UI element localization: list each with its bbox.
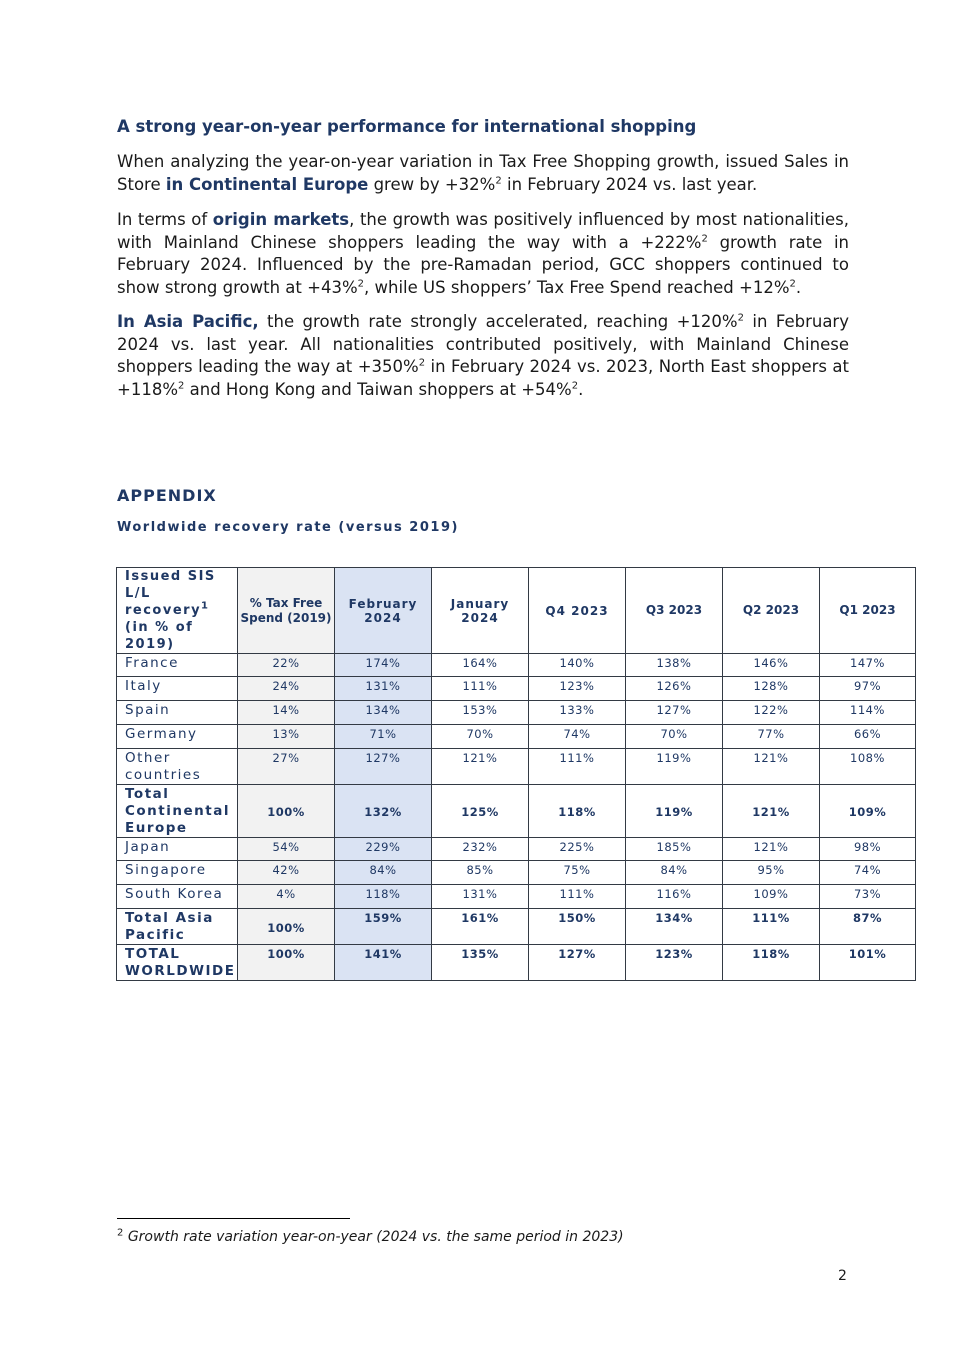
cell-q2: 121% <box>723 749 820 785</box>
cell-pct: 27% <box>238 749 335 785</box>
cell-q3: 116% <box>626 885 723 909</box>
cell-feb: 71% <box>335 725 432 749</box>
paragraph-asia-pacific <box>117 311 849 401</box>
table-header-row <box>117 568 916 654</box>
cell-feb: 141% <box>335 945 432 981</box>
row-label: Italy <box>117 677 238 701</box>
cell-jan: 121% <box>432 749 529 785</box>
cell-q4: 111% <box>529 885 626 909</box>
header-jan-2024: January 2024 <box>432 568 529 654</box>
cell-q3: 70% <box>626 725 723 749</box>
row-label: Total Asia Pacific <box>117 909 238 945</box>
p1-highlight: in Continental Europe <box>165 174 369 194</box>
cell-q4: 75% <box>529 861 626 885</box>
header-label-tail: (in % of 2019) <box>125 620 194 652</box>
cell-q3: 134% <box>626 909 723 945</box>
cell-q1: 98% <box>820 838 916 861</box>
cell-q1: 73% <box>820 885 916 909</box>
table-row <box>117 677 916 701</box>
p2-text-d: growth rate in February 2024. Influenced by the pre-Ramadan period, GCC shoppers continued to show strong growth at +43% <box>117 232 849 297</box>
cell-q4: 225% <box>529 838 626 861</box>
cell-pct: 13% <box>238 725 335 749</box>
header-feb-2024: February 2024 <box>335 568 432 654</box>
cell-jan: 164% <box>432 654 529 677</box>
cell-jan: 161% <box>432 909 529 945</box>
cell-q3: 123% <box>626 945 723 981</box>
cell-q2: 109% <box>723 885 820 909</box>
p2-text-c: , the growth was positively influenced by most nationalities, with Mainland Chinese shoppers leading the way with a +222% <box>117 210 849 252</box>
p3-text-e: in February 2024 vs. 2023, North East shoppers at +118% <box>117 357 849 399</box>
row-label: France <box>117 654 238 677</box>
cell-q2: 121% <box>723 785 820 838</box>
cell-q4: 111% <box>529 749 626 785</box>
row-label: Japan <box>117 838 238 861</box>
row-label: Germany <box>117 725 238 749</box>
table-row <box>117 885 916 909</box>
cell-jan: 153% <box>432 701 529 725</box>
cell-jan: 135% <box>432 945 529 981</box>
p2-text-e: , while US shoppers’ Tax Free Spend reached +12% <box>364 277 790 297</box>
p3-text-g: . <box>578 379 584 399</box>
table-subtitle: Worldwide recovery rate (versus 2019) <box>117 520 459 535</box>
cell-q4: 74% <box>529 725 626 749</box>
row-label: Spain <box>117 701 238 725</box>
row-label: South Korea <box>117 885 238 909</box>
cell-q1: 97% <box>820 677 916 701</box>
cell-q2: 111% <box>723 909 820 945</box>
cell-q1: 108% <box>820 749 916 785</box>
footnote-ref: 1 <box>201 600 210 612</box>
appendix-title: APPENDIX <box>117 486 217 505</box>
cell-q2: 118% <box>723 945 820 981</box>
footnote-ref: 2 <box>495 175 502 186</box>
table-row <box>117 749 916 785</box>
footnote-ref: 2 <box>737 312 744 324</box>
cell-q1: 74% <box>820 861 916 885</box>
cell-q2: 146% <box>723 654 820 677</box>
cell-pct: 100% <box>238 909 335 945</box>
cell-q1: 109% <box>820 785 916 838</box>
table-row-total <box>117 785 916 838</box>
footnote-ref: 2 <box>178 380 185 391</box>
cell-pct: 54% <box>238 838 335 861</box>
cell-pct: 100% <box>238 945 335 981</box>
cell-jan: 70% <box>432 725 529 749</box>
page-number: 2 <box>838 1268 847 1284</box>
paragraph-continental-europe <box>117 151 849 196</box>
cell-q1: 114% <box>820 701 916 725</box>
cell-jan: 111% <box>432 677 529 701</box>
header-q1-2023: Q1 2023 <box>820 568 916 654</box>
p1-text-d: in February 2024 vs. last year. <box>501 174 758 194</box>
table-row <box>117 861 916 885</box>
footnote-text: Growth rate variation year-on-year (2024 vs. the same period in 2023) <box>127 1229 624 1245</box>
footnote-ref: 2 <box>418 357 426 369</box>
cell-q2: 77% <box>723 725 820 749</box>
row-label: Total Continental Europe <box>117 785 238 838</box>
table-row <box>117 838 916 861</box>
cell-feb: 127% <box>335 749 432 785</box>
cell-q2: 122% <box>723 701 820 725</box>
cell-pct: 14% <box>238 701 335 725</box>
table-row <box>117 701 916 725</box>
paragraph-origin-markets <box>117 209 849 299</box>
p3-text-d: in February 2024 vs. last year. All nationalities contributed positively, with Mainland Chinese shoppers leading the way at +350% <box>117 312 849 376</box>
cell-feb: 118% <box>335 885 432 909</box>
cell-jan: 125% <box>432 785 529 838</box>
cell-pct: 42% <box>238 861 335 885</box>
cell-q1: 87% <box>820 909 916 945</box>
cell-jan: 131% <box>432 885 529 909</box>
header-label <box>117 568 238 654</box>
table-row-grand-total <box>117 945 916 981</box>
row-label: Other countries <box>117 749 238 785</box>
p2-text-f: . <box>795 277 802 297</box>
cell-feb: 131% <box>335 677 432 701</box>
cell-q2: 95% <box>723 861 820 885</box>
cell-q3: 119% <box>626 785 723 838</box>
cell-q3: 126% <box>626 677 723 701</box>
footnote-ref: 2 <box>701 233 708 244</box>
cell-jan: 232% <box>432 838 529 861</box>
header-pct-spend: % Tax Free Spend (2019) <box>238 568 335 654</box>
cell-feb: 132% <box>335 785 432 838</box>
cell-pct: 4% <box>238 885 335 909</box>
p1-text-c: grew by +32% <box>368 174 496 194</box>
cell-pct: 22% <box>238 654 335 677</box>
footnote-ref: 2 <box>571 380 579 391</box>
cell-q1: 101% <box>820 945 916 981</box>
row-label: TOTAL WORLDWIDE <box>117 945 238 981</box>
cell-feb: 159% <box>335 909 432 945</box>
cell-pct: 100% <box>238 785 335 838</box>
header-q4-2023: Q4 2023 <box>529 568 626 654</box>
cell-q4: 133% <box>529 701 626 725</box>
cell-q3: 185% <box>626 838 723 861</box>
header-q2-2023: Q2 2023 <box>723 568 820 654</box>
cell-q3: 84% <box>626 861 723 885</box>
section-heading: A strong year-on-year performance for international shopping <box>117 117 697 136</box>
p3-text-f: and Hong Kong and Taiwan shoppers at +54% <box>184 379 572 399</box>
header-label-text: Issued SIS L/L recovery <box>125 569 216 618</box>
cell-pct: 24% <box>238 677 335 701</box>
cell-q4: 118% <box>529 785 626 838</box>
cell-jan: 85% <box>432 861 529 885</box>
cell-q1: 147% <box>820 654 916 677</box>
p1-text-a: When analyzing the year-on-year variation in Tax Free Shopping growth, issued Sales in Store <box>117 152 849 194</box>
cell-feb: 84% <box>335 861 432 885</box>
recovery-rate-table <box>116 567 916 981</box>
footnote-divider <box>117 1218 350 1219</box>
cell-q3: 127% <box>626 701 723 725</box>
cell-q4: 127% <box>529 945 626 981</box>
cell-q2: 121% <box>723 838 820 861</box>
cell-feb: 229% <box>335 838 432 861</box>
table-row <box>117 725 916 749</box>
p3-text-c: the growth rate strongly accelerated, reaching +120% <box>258 312 738 331</box>
cell-feb: 134% <box>335 701 432 725</box>
cell-feb: 174% <box>335 654 432 677</box>
cell-q3: 119% <box>626 749 723 785</box>
cell-q4: 150% <box>529 909 626 945</box>
cell-q4: 123% <box>529 677 626 701</box>
cell-q4: 140% <box>529 654 626 677</box>
cell-q1: 66% <box>820 725 916 749</box>
footnote-ref: 2 <box>357 278 365 289</box>
p3-highlight: In Asia Pacific, <box>117 312 259 331</box>
footnote-number: 2 <box>117 1227 124 1239</box>
cell-q3: 138% <box>626 654 723 677</box>
footnote-ref: 2 <box>789 278 796 289</box>
cell-q2: 128% <box>723 677 820 701</box>
p2-highlight: origin markets <box>212 210 350 229</box>
table-row <box>117 654 916 677</box>
row-label: Singapore <box>117 861 238 885</box>
p2-text-a: In terms of <box>117 210 213 229</box>
table-row-total <box>117 909 916 945</box>
footnote <box>117 1229 624 1245</box>
header-q3-2023: Q3 2023 <box>626 568 723 654</box>
